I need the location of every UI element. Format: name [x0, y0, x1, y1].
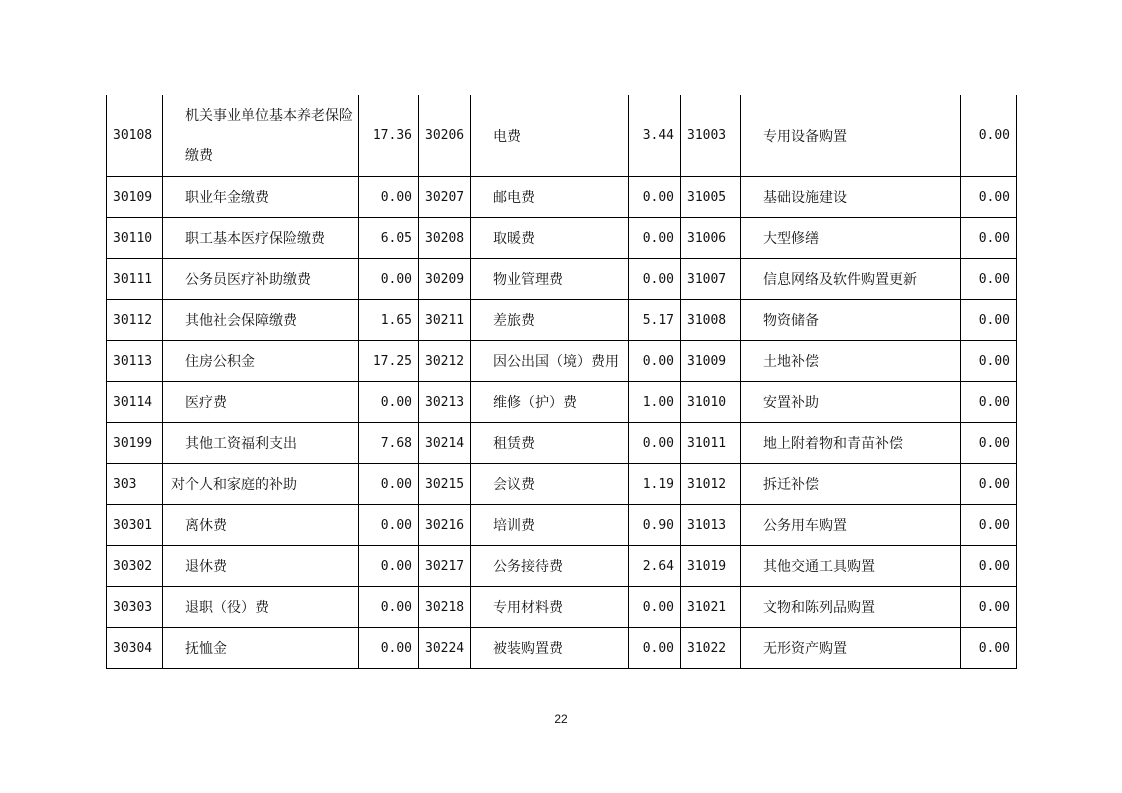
- econ-code: 30216: [419, 505, 471, 546]
- item-name: 安置补助: [741, 382, 961, 423]
- econ-code: 30208: [419, 218, 471, 259]
- amount: 0.00: [359, 464, 419, 505]
- econ-code: 30111: [107, 259, 163, 300]
- item-name: 住房公积金: [163, 341, 359, 382]
- econ-code: 30213: [419, 382, 471, 423]
- item-name: 信息网络及软件购置更新: [741, 259, 961, 300]
- item-name: 基础设施建设: [741, 177, 961, 218]
- amount: 0.00: [629, 218, 681, 259]
- econ-code: 30224: [419, 628, 471, 669]
- amount: 5.17: [629, 300, 681, 341]
- item-name: 职业年金缴费: [163, 177, 359, 218]
- item-name: 物业管理费: [471, 259, 629, 300]
- item-name: 文物和陈列品购置: [741, 587, 961, 628]
- item-name: 其他社会保障缴费: [163, 300, 359, 341]
- amount: 0.00: [359, 546, 419, 587]
- item-name: 专用材料费: [471, 587, 629, 628]
- item-name: 专用设备购置: [741, 95, 961, 177]
- item-name: 电费: [471, 95, 629, 177]
- econ-code: 30207: [419, 177, 471, 218]
- amount: 0.00: [961, 341, 1017, 382]
- item-name: 公务接待费: [471, 546, 629, 587]
- item-name: 因公出国（境）费用: [471, 341, 629, 382]
- table-row: [107, 505, 1017, 546]
- item-name: 土地补偿: [741, 341, 961, 382]
- item-name: 离休费: [163, 505, 359, 546]
- amount: 0.00: [961, 628, 1017, 669]
- econ-code: 31008: [681, 300, 741, 341]
- item-name: 邮电费: [471, 177, 629, 218]
- amount: 0.00: [629, 587, 681, 628]
- table-row: [107, 546, 1017, 587]
- econ-code: 31006: [681, 218, 741, 259]
- item-name: 医疗费: [163, 382, 359, 423]
- amount: 0.00: [961, 505, 1017, 546]
- econ-code: 30209: [419, 259, 471, 300]
- item-name: 公务用车购置: [741, 505, 961, 546]
- item-name: 公务员医疗补助缴费: [163, 259, 359, 300]
- item-name: 地上附着物和青苗补偿: [741, 423, 961, 464]
- econ-code: 30212: [419, 341, 471, 382]
- item-name: 培训费: [471, 505, 629, 546]
- table-row: [107, 341, 1017, 382]
- econ-code: 31022: [681, 628, 741, 669]
- item-name: 租赁费: [471, 423, 629, 464]
- amount: 2.64: [629, 546, 681, 587]
- table-row: [107, 382, 1017, 423]
- item-name: 对个人和家庭的补助: [163, 464, 359, 505]
- amount: 17.36: [359, 95, 419, 177]
- item-name: 拆迁补偿: [741, 464, 961, 505]
- econ-code: 30214: [419, 423, 471, 464]
- item-name: 被装购置费: [471, 628, 629, 669]
- table-row: [107, 587, 1017, 628]
- amount: 0.00: [359, 177, 419, 218]
- item-name: 大型修缮: [741, 218, 961, 259]
- amount: 0.00: [359, 382, 419, 423]
- amount: 0.00: [961, 546, 1017, 587]
- amount: 3.44: [629, 95, 681, 177]
- item-name: 退休费: [163, 546, 359, 587]
- econ-code: 31005: [681, 177, 741, 218]
- econ-code: 30218: [419, 587, 471, 628]
- page-number: 22: [554, 712, 568, 726]
- amount: 0.00: [961, 259, 1017, 300]
- amount: 0.00: [629, 341, 681, 382]
- table-row: [107, 628, 1017, 669]
- econ-code: 30109: [107, 177, 163, 218]
- econ-code: 30211: [419, 300, 471, 341]
- amount: 0.00: [961, 300, 1017, 341]
- table-row: [107, 95, 1017, 177]
- amount: 0.00: [629, 628, 681, 669]
- amount: 0.00: [961, 587, 1017, 628]
- item-name: 抚恤金: [163, 628, 359, 669]
- econ-code: 30112: [107, 300, 163, 341]
- amount: 7.68: [359, 423, 419, 464]
- amount: 0.00: [629, 423, 681, 464]
- amount: 0.00: [359, 587, 419, 628]
- amount: 0.00: [961, 177, 1017, 218]
- econ-code: 31012: [681, 464, 741, 505]
- econ-code: 30113: [107, 341, 163, 382]
- item-name: 退职（役）费: [163, 587, 359, 628]
- amount: 0.00: [961, 218, 1017, 259]
- econ-code: 30215: [419, 464, 471, 505]
- econ-code: 31009: [681, 341, 741, 382]
- econ-code: 31010: [681, 382, 741, 423]
- item-name: 机关事业单位基本养老保险缴费: [163, 95, 359, 177]
- econ-code: 30108: [107, 95, 163, 177]
- amount: 1.00: [629, 382, 681, 423]
- table-row: [107, 218, 1017, 259]
- amount: 0.00: [961, 382, 1017, 423]
- amount: 0.00: [359, 505, 419, 546]
- amount: 0.00: [961, 95, 1017, 177]
- amount: 1.65: [359, 300, 419, 341]
- expenditure-table: [106, 95, 1017, 669]
- item-name: 物资储备: [741, 300, 961, 341]
- item-name: 其他工资福利支出: [163, 423, 359, 464]
- amount: 1.19: [629, 464, 681, 505]
- econ-code: 30110: [107, 218, 163, 259]
- econ-code: 31007: [681, 259, 741, 300]
- table-row: [107, 259, 1017, 300]
- item-name: 无形资产购置: [741, 628, 961, 669]
- amount: 6.05: [359, 218, 419, 259]
- econ-code: 303: [107, 464, 163, 505]
- table-row: [107, 177, 1017, 218]
- econ-code: 30303: [107, 587, 163, 628]
- item-name: 会议费: [471, 464, 629, 505]
- econ-code: 31011: [681, 423, 741, 464]
- amount: 0.00: [961, 423, 1017, 464]
- econ-code: 30199: [107, 423, 163, 464]
- econ-code: 31021: [681, 587, 741, 628]
- econ-code: 30114: [107, 382, 163, 423]
- item-name: 其他交通工具购置: [741, 546, 961, 587]
- econ-code: 30302: [107, 546, 163, 587]
- econ-code: 30304: [107, 628, 163, 669]
- econ-code: 30217: [419, 546, 471, 587]
- amount: 17.25: [359, 341, 419, 382]
- econ-code: 30206: [419, 95, 471, 177]
- amount: 0.00: [961, 464, 1017, 505]
- item-name: 取暖费: [471, 218, 629, 259]
- amount: 0.90: [629, 505, 681, 546]
- econ-code: 31003: [681, 95, 741, 177]
- amount: 0.00: [629, 177, 681, 218]
- econ-code: 31019: [681, 546, 741, 587]
- amount: 0.00: [629, 259, 681, 300]
- item-name: 差旅费: [471, 300, 629, 341]
- item-name: 职工基本医疗保险缴费: [163, 218, 359, 259]
- table-row: [107, 423, 1017, 464]
- item-name: 维修（护）费: [471, 382, 629, 423]
- amount: 0.00: [359, 259, 419, 300]
- econ-code: 30301: [107, 505, 163, 546]
- table-row: [107, 300, 1017, 341]
- amount: 0.00: [359, 628, 419, 669]
- table-row: [107, 464, 1017, 505]
- econ-code: 31013: [681, 505, 741, 546]
